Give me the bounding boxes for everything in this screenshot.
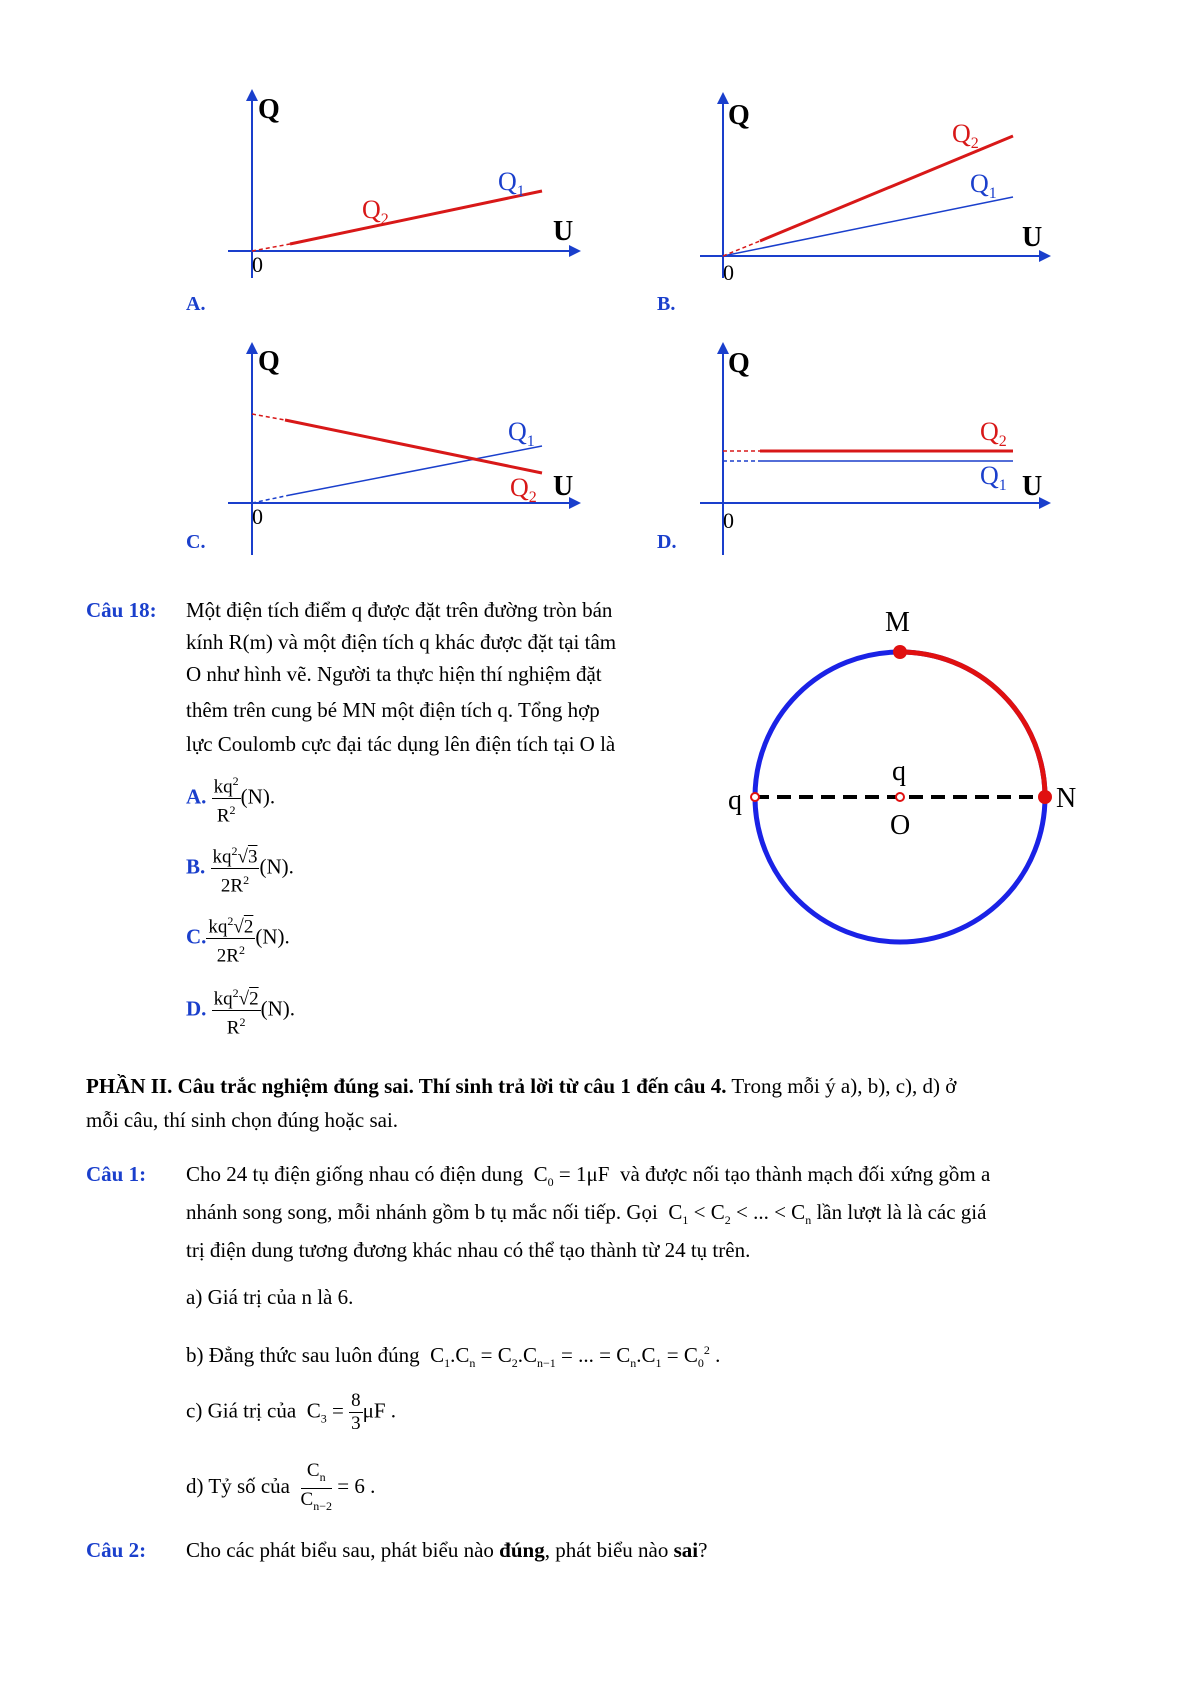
q1-item-d: d) Tỷ số của $\frac{C_n}{C_{n-2}}$ = 6 . [186,1460,376,1513]
graph-b-option: B. [657,293,676,315]
q18-answer-d[interactable]: D. $\frac{kq^2√2}{R^2}$ (N). [186,982,295,1040]
graph-d-option: D. [657,531,677,553]
graph-b [657,98,1045,315]
graph-a-q1: $Q_1$ [498,167,525,200]
graphs-figure [0,0,1190,560]
graph-b-q-label: Q [728,100,750,131]
graph-d-origin: 0 [723,508,734,533]
label-m: M [885,607,910,638]
q18-answer-c[interactable]: C. $\frac{kq^2√2}{2R^2}$ (N). [186,910,290,968]
q18-line-3: O như hình vẽ. Người ta thực hiện thí nghiệm đặt [186,662,602,686]
graph-b-q2: $Q_2$ [952,119,979,152]
graph-c-q-label: Q [258,346,280,377]
graph-c-u-label: U [553,471,574,502]
circle-figure [700,590,1120,970]
graph-a-option: A. [186,293,206,315]
graph-a-u-label: U [553,216,574,247]
point-m [893,645,907,659]
label-q-center: q [892,756,906,787]
graph-c [186,346,575,555]
q18-line-2: kính R(m) và một điện tích q khác được đặt tại tâm [186,630,617,654]
q18-line-4: thêm trên cung bé MN một điện tích q. Tổng hợp [186,698,600,722]
part2-line2: mỗi câu, thí sinh chọn đúng hoặc sai. [86,1108,399,1132]
q18-line-1: Một điện tích điểm q được đặt trên đường tròn bán [186,598,613,622]
graph-c-option: C. [186,531,206,553]
graph-a-origin: 0 [252,252,263,277]
part2-heading: PHẦN II. Câu trắc nghiệm đúng sai. Thí sinh trả lời từ câu 1 đến câu 4. Trong mỗi ý a), b), c), d) ở [86,1074,957,1098]
q18-line-5: lực Coulomb cực đại tác dụng lên điện tích tại O là [186,732,616,756]
graph-c-q1: $Q_1$ [508,417,535,450]
point-q-left [751,793,759,801]
q2-text: Cho các phát biểu sau, phát biểu nào đúng, phát biểu nào sai? [186,1538,708,1562]
label-o: O [890,810,911,841]
graph-b-origin: 0 [723,260,734,285]
graph-b-q1: $Q_1$ [970,169,997,202]
q1-label: Câu 1: [86,1162,147,1186]
graph-d-q-label: Q [728,348,750,379]
q1-line-1: Cho 24 tụ điện giống nhau có điện dung $C_0 = 1\mu F$ và được nối tạo thành mạch đối xứng gồm a [186,1162,991,1190]
graph-c-origin: 0 [252,504,263,529]
point-o [896,793,904,801]
q1-item-a: a) Giá trị của n là 6. [186,1285,354,1309]
graph-c-q2: $Q_2$ [510,473,537,506]
graph-d-q1: $Q_1$ [980,461,1007,494]
q1-line-3: trị điện dung tương đương khác nhau có thể tạo thành từ 24 tụ trên. [186,1238,751,1262]
q18-label: Câu 18: [86,598,157,622]
q1-item-b: b) Đẳng thức sau luôn đúng $C_1.C_n = C_2.C_{n-1}$ = ... = $C_n.C_1 = C_0^2$ . [186,1343,721,1371]
label-n: N [1056,783,1077,814]
q18-answer-b[interactable]: B. $\frac{kq^2√3}{2R^2}$ (N). [186,840,294,898]
q1-item-c: c) Giá trị của $C_3$ = $\frac{8}{3}$ μF . [186,1390,397,1434]
q1-line-2: nhánh song song, mỗi nhánh gồm b tụ mắc nối tiếp. Gọi $C_1 < C_2$ < ... < $C_n$ lần lượt là là các giá [186,1200,987,1228]
graph-a [186,94,575,315]
graph-d-q2: $Q_2$ [980,417,1007,450]
graph-b-u-label: U [1022,222,1043,253]
label-q-left: q [728,785,742,816]
point-n [1038,790,1052,804]
graph-a-q2: $Q_2$ [362,195,389,228]
graph-a-q-label: Q [258,94,280,125]
q18-answer-a[interactable]: A. $\frac{kq^2}{R^2}$ (N). [186,770,275,828]
graph-d-u-label: U [1022,471,1043,502]
q2-label: Câu 2: [86,1538,147,1562]
graph-d [657,348,1045,555]
